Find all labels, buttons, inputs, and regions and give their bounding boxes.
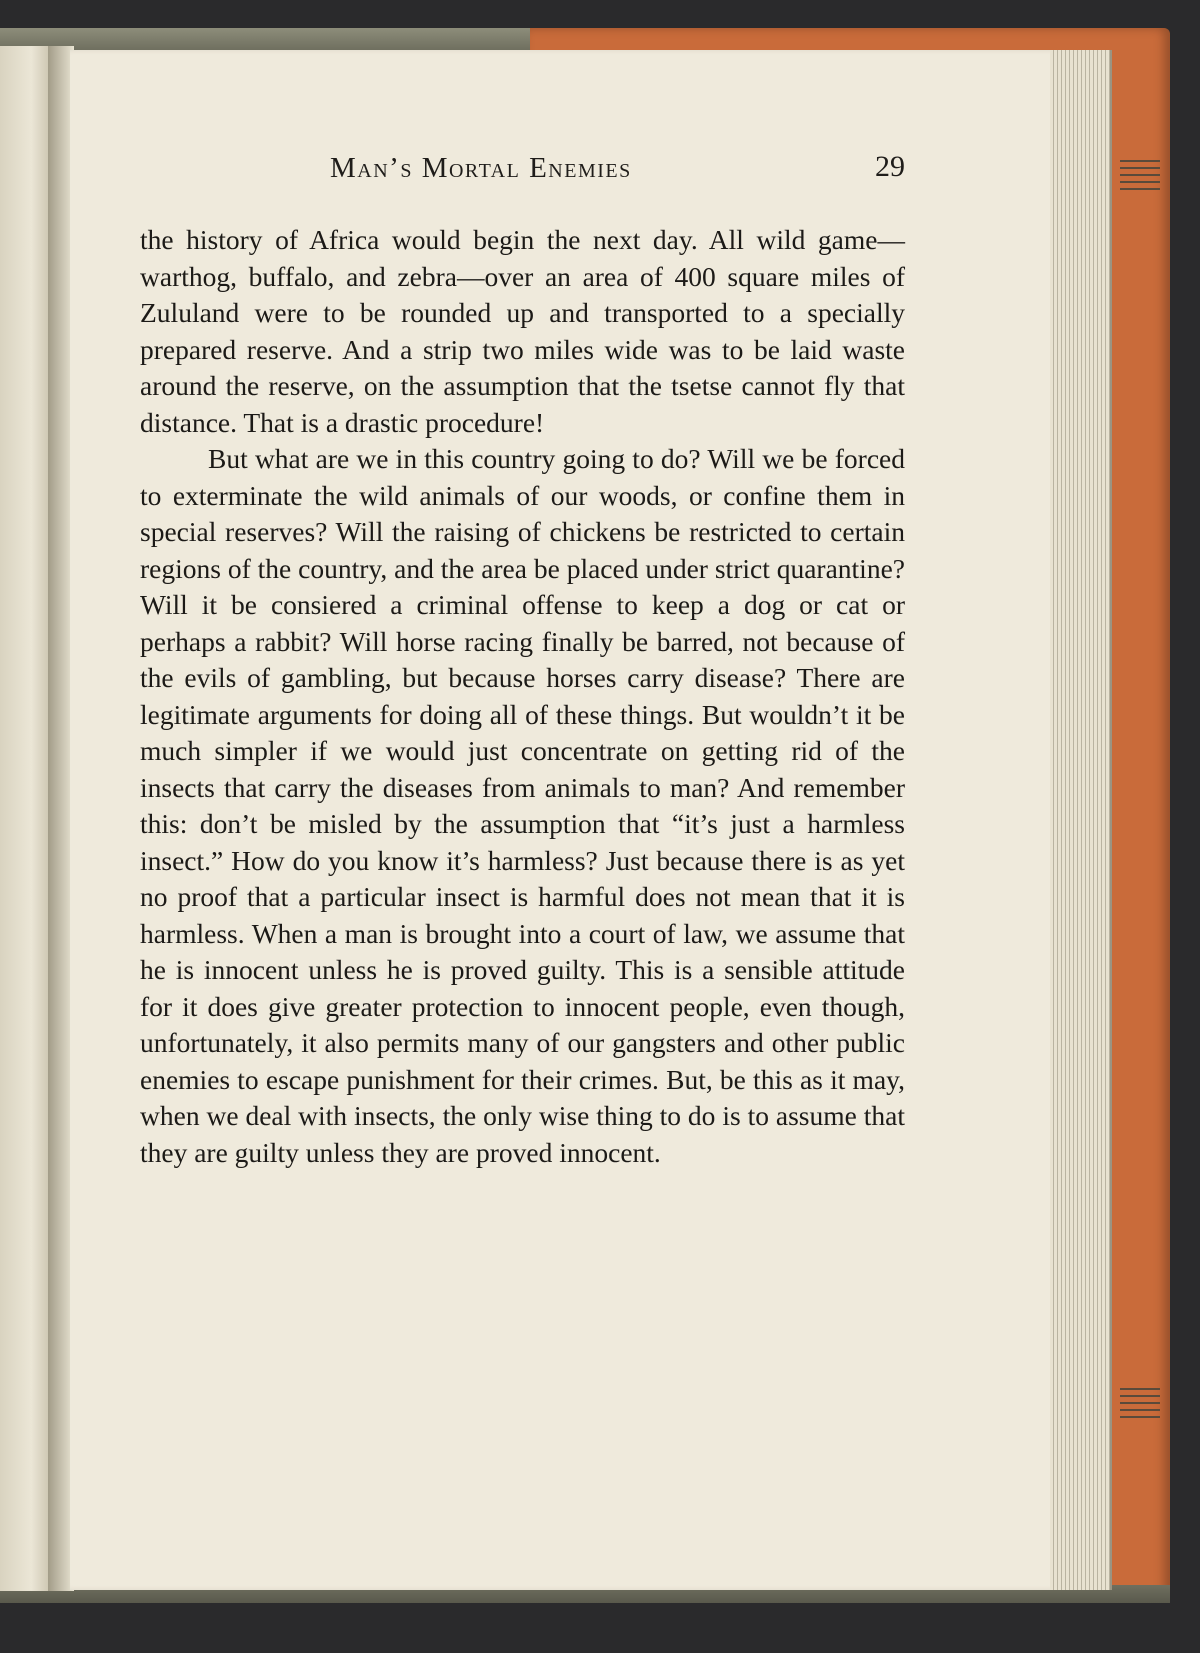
running-header <box>140 146 905 196</box>
running-title: Man’s Mortal Enemies <box>330 152 632 184</box>
body-text <box>140 222 905 1171</box>
left-page-edge <box>0 46 52 1591</box>
paragraph-1: the history of Africa would begin the next day. All wild game—warthog, buffalo, and zebra—over an area of 400 square miles of Zululand were to be rounded up and transported to a specially prepared reserve. And a strip two miles wide was to be laid waste around the reserve, on the assumption that the tsetse cannot fly that distance. That is a drastic procedure! <box>140 224 905 438</box>
page-number: 29 <box>875 150 905 183</box>
book-top-cloth <box>0 28 540 50</box>
page-edges <box>1050 50 1112 1590</box>
paragraph-2: But what are we in this country going to do? Will we be forced to exterminate the wild animals of our woods, or confine them in special reserves? Will the raising of chickens be restricted to certain regions of the country, and the area be placed under strict quarantine? Will it be consiered a criminal offense to keep a dog or cat or perhaps a rabbit? Will horse racing finally be barred, not because of the evils of gambling, but because horses carry disease? There are legitimate arguments for doing all of these things. But wouldn’t it be much simpler if we would just concentrate on getting rid of the insects that carry the diseases from animals to man? And remember this: don’t be misled by the assumption that “it’s just a harmless insect.” How do you know it’s harmless? Just because there is as yet no proof that a particular insect is harmful does not mean that it is harmless. When a man is brought into a court of law, we assume that he is innocent unless he is proved guilty. This is a sensible attitude for it does give greater protection to innocent people, even though, unfortunately, it also permits many of our gangsters and other public enemies to escape punishment for their crimes. But, be this as it may, when we deal with insects, the only wise thing to do is to assume that they are guilty unless they are proved innocent. <box>140 443 905 1168</box>
edge-marks-top <box>1120 160 1160 195</box>
edge-marks-bottom <box>1120 1388 1160 1423</box>
